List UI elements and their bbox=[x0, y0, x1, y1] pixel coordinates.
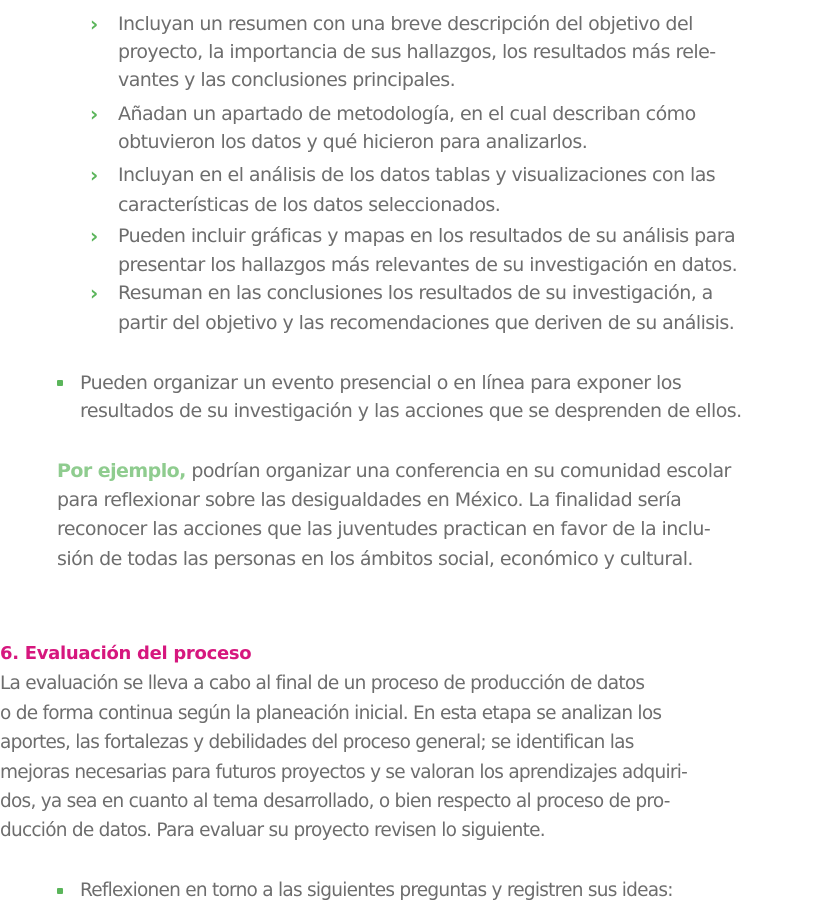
text-line: o de forma continua según la planeación inicial. En esta etapa se analizan los bbox=[0, 703, 662, 724]
text-line: ducción de datos. Para evaluar su proyecto revisen lo siguiente. bbox=[0, 820, 545, 841]
section-heading: 6. Evaluación del proceso bbox=[0, 643, 252, 664]
chevron-right-icon: › bbox=[90, 224, 99, 248]
text-line: Pueden organizar un evento presencial o en línea para exponer los bbox=[80, 372, 682, 394]
text-line: aportes, las fortalezas y debilidades del proceso general; se identifican las bbox=[0, 732, 634, 753]
text-line: características de los datos seleccionados. bbox=[118, 194, 501, 216]
example-label: Por ejemplo, bbox=[57, 460, 186, 482]
text-line: reconocer las acciones que las juventudes practican en favor de la inclu- bbox=[57, 518, 711, 540]
chevron-right-icon: › bbox=[90, 281, 99, 305]
text-line: proyecto, la importancia de sus hallazgos, los resultados más rele- bbox=[118, 41, 716, 63]
chevron-right-icon: › bbox=[90, 102, 99, 126]
text-line: Pueden incluir gráficas y mapas en los resultados de su análisis para bbox=[118, 225, 736, 247]
text-line: Incluyan en el análisis de los datos tablas y visualizaciones con las bbox=[118, 164, 716, 186]
text-line: resultados de su investigación y las acciones que se desprenden de ellos. bbox=[80, 400, 742, 422]
chevron-right-icon: › bbox=[90, 163, 99, 187]
text-line: Añadan un apartado de metodología, en el cual describan cómo bbox=[118, 103, 696, 125]
text-line: mejoras necesarias para futuros proyectos y se valoran los aprendizajes adquiri- bbox=[0, 762, 688, 783]
text-line: presentar los hallazgos más relevantes de su investigación en datos. bbox=[118, 254, 738, 276]
text-line: La evaluación se lleva a cabo al final de un proceso de producción de datos bbox=[0, 673, 645, 694]
text-line: obtuvieron los datos y qué hicieron para analizarlos. bbox=[118, 131, 588, 153]
text-line: Incluyan un resumen con una breve descripción del objetivo del bbox=[118, 13, 693, 35]
text-line: Reflexionen en torno a las siguientes preguntas y registren sus ideas: bbox=[80, 880, 673, 901]
chevron-right-icon: › bbox=[90, 12, 99, 36]
example-text: podrían organizar una conferencia en su comunidad escolar bbox=[185, 460, 731, 482]
text-line: Resuman en las conclusiones los resultados de su investigación, a bbox=[118, 282, 713, 304]
text-line: sión de todas las personas en los ámbitos social, económico y cultural. bbox=[57, 548, 693, 570]
text-line bbox=[57, 458, 731, 484]
square-bullet-icon bbox=[57, 888, 63, 894]
text-line: dos, ya sea en cuanto al tema desarrollado, o bien respecto al proceso de pro- bbox=[0, 791, 670, 812]
square-bullet-icon bbox=[57, 380, 63, 386]
text-line: partir del objetivo y las recomendaciones que deriven de su análisis. bbox=[118, 312, 735, 334]
text-line: para reflexionar sobre las desigualdades en México. La finalidad sería bbox=[57, 489, 682, 511]
text-line: vantes y las conclusiones principales. bbox=[118, 69, 456, 91]
